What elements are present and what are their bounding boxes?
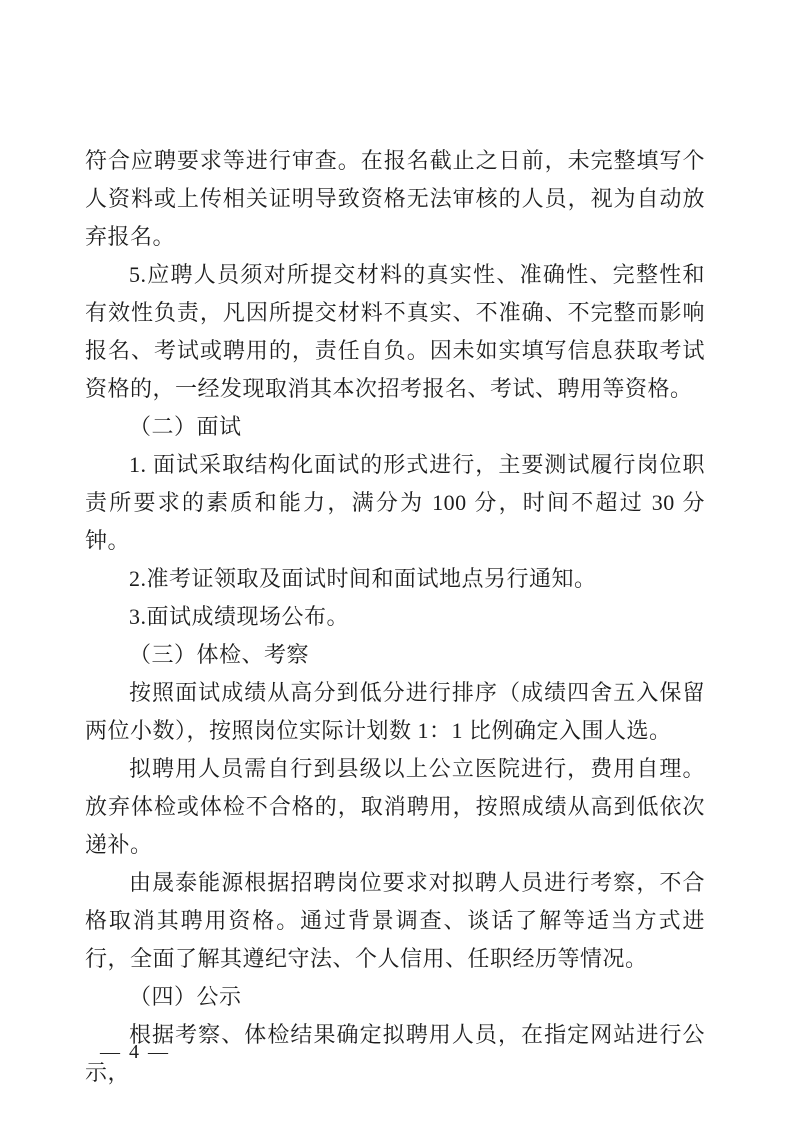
- paragraph: 符合应聘要求等进行审查。在报名截止之日前，未完整填写个人资料或上传相关证明导致资格无法审核的人员，视为自动放弃报名。: [85, 148, 705, 249]
- section-heading: （四）公示: [129, 984, 242, 1009]
- page-number: — 4 —: [100, 1041, 170, 1063]
- paragraph: 根据考察、体检结果确定拟聘用人员，在指定网站进行公示，: [85, 1022, 705, 1085]
- document-body: [85, 142, 705, 1092]
- paragraph: 1. 面试采取结构化面试的形式进行，主要测试履行岗位职责所要求的素质和能力，满分为 100 分，时间不超过 30 分钟。: [85, 452, 705, 553]
- section-heading: （三）体检、考察: [129, 642, 310, 667]
- paragraph: 5.应聘人员须对所提交材料的真实性、准确性、完整性和有效性负责，凡因所提交材料不真实、不准确、不完整而影响报名、考试或聘用的，责任自负。因未如实填写信息获取考试资格的，一经发现取消其本次招考报名、考试、聘用等资格。: [85, 262, 705, 401]
- paragraph: 按照面试成绩从高分到低分进行排序（成绩四舍五入保留两位小数），按照岗位实际计划数 1：1 比例确定入围人选。: [85, 680, 705, 743]
- paragraph: 拟聘用人员需自行到县级以上公立医院进行，费用自理。放弃体检或体检不合格的，取消聘用，按照成绩从高到低依次递补。: [85, 756, 705, 857]
- paragraph: 2.准考证领取及面试时间和面试地点另行通知。: [129, 566, 597, 591]
- paragraph: 由晟泰能源根据招聘岗位要求对拟聘人员进行考察，不合格取消其聘用资格。通过背景调查、谈话了解等适当方式进行，全面了解其遵纪守法、个人信用、任职经历等情况。: [85, 870, 705, 971]
- section-heading: （二）面试: [129, 414, 242, 439]
- paragraph: 3.面试成绩现场公布。: [129, 604, 350, 629]
